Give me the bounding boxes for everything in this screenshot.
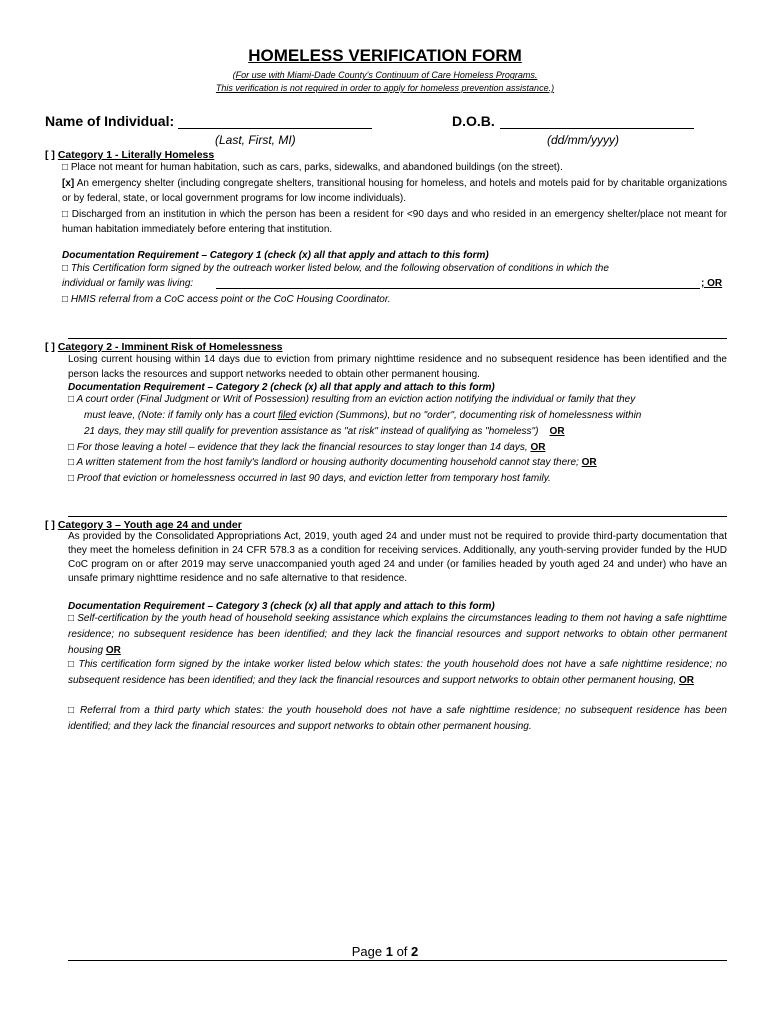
- category-2-heading: Category 2 - Imminent Risk of Homelessness: [57, 341, 283, 353]
- page-number: [0, 944, 770, 959]
- form-title: HOMELESS VERIFICATION FORM: [248, 46, 522, 65]
- living-conditions-field[interactable]: [216, 288, 700, 289]
- form-subtitle-1: (For use with Miami-Dade County's Continuum of Care Homeless Programs.: [232, 70, 538, 80]
- category-2-doc-1-line-3: [84, 424, 727, 439]
- category-1-doc-1[interactable]: □ This Certification form signed by the outreach worker listed below, and the following observation of conditions in which the: [62, 263, 609, 274]
- doc-3-text: □ A written statement from the host family's landlord or housing authority documenting household cannot stay there;: [68, 457, 579, 468]
- category-2-body: Losing current housing within 14 days due to eviction from primary nighttime residence and no subsequent residence has been identified and the person lacks the resources and support networks needed to obtain other permanent housing.: [68, 354, 727, 380]
- doc-2-text: □ For those leaving a hotel – evidence that they lack the financial resources to stay longer than 14 days,: [68, 442, 528, 453]
- category-3-body: As provided by the Consolidated Appropriations Act, 2019, youth aged 24 and under must not be required to provide third-party documentation that they meet the homeless definition in 24 CFR 578.3 as a condition for receiving services. Additionally, any youth-serving provider funded by the HUD CoC program on or after 2019 may serve unaccompanied youth aged 24 and under (or families headed by youth aged 24 and under) who have an unsafe primary nighttime residence and no safe alternative to that residence.: [68, 531, 727, 584]
- doc-1-filed: filed: [277, 410, 297, 421]
- dob-hint: (dd/mm/yyyy): [547, 133, 619, 147]
- cat3-doc-1-text: □ Self-certification by the youth head of household seeking assistance which explains the circumstances leading to them not having a safe nighttime residence; no subsequent residence has been identified; and they lack the financial resources and support networks to obtain other permanent housing: [68, 613, 727, 656]
- name-field[interactable]: [178, 114, 372, 129]
- dob-field[interactable]: [500, 114, 694, 129]
- option-1-checkbox[interactable]: □: [62, 162, 69, 173]
- doc-1-part-d: 21 days, they may still qualify for prevention assistance as "at risk" instead of qualifying as "homeless"): [84, 426, 539, 437]
- category-3-checkbox[interactable]: [ ]: [45, 519, 55, 531]
- category-2-doc-3[interactable]: [68, 455, 727, 470]
- doc-2-or: OR: [530, 442, 546, 453]
- section-divider-2: [68, 516, 727, 517]
- category-3-doc-1[interactable]: [68, 611, 727, 659]
- option-2-text: An emergency shelter (including congregate shelters, transitional housing for homeless, and hotels and motels paid for by charitable organizations or by federal, state, or local government programs for low income individuals).: [62, 178, 728, 204]
- category-2-doc-4[interactable]: □ Proof that eviction or homelessness occurred in last 90 days, and eviction letter from temporary host family.: [68, 473, 551, 484]
- name-label: Name of Individual:: [45, 113, 175, 129]
- category-3-doc-2[interactable]: [68, 657, 727, 689]
- category-1-doc-heading: Documentation Requirement – Category 1 (check (x) all that apply and attach to this form): [62, 250, 489, 261]
- page-current: 1: [385, 944, 393, 959]
- category-1-checkbox[interactable]: [ ]: [45, 149, 55, 161]
- doc-3-or: OR: [581, 457, 597, 468]
- form-subtitle-2: This verification is not required in order to apply for homeless prevention assistance.): [215, 83, 555, 93]
- doc-1-part-b: must leave, (Note: if family only has a court: [84, 410, 276, 421]
- option-3-text: Discharged from an institution in which the person has been a resident for <90 days and who resided in an emergency shelter/place not meant for human habitation immediately before entering that institution.: [62, 209, 727, 235]
- option-3-checkbox[interactable]: □: [62, 209, 69, 220]
- doc-1-or: OR: [549, 426, 565, 437]
- category-2-doc-2[interactable]: [68, 440, 727, 455]
- cat3-doc-1-or: OR: [105, 645, 121, 656]
- category-2-doc-1-line-1: □ A court order (Final Judgment or Writ of Possession) resulting from an eviction action notifying the individual or family that they: [68, 394, 636, 405]
- cat3-doc-2-text: □ This certification form signed by the intake worker listed below which states: the youth household does not have a safe nighttime residence; no subsequent residence has been identified; and they lack the financial resources and support networks to obtain other permanent housing,: [68, 659, 727, 686]
- dob-label: D.O.B.: [452, 113, 495, 129]
- doc-1-part-c: eviction (Summons), but no "order", documenting risk of homelessness within: [299, 410, 642, 421]
- option-1-text: Place not meant for human habitation, such as cars, parks, sidewalks, and abandoned buildings (on the street).: [70, 162, 563, 173]
- category-3-doc-3[interactable]: □ Referral from a third party which states: the youth household does not have a safe nighttime residence; no subsequent residence has been identified; and they lack the financial resources and support networks to obtain other permanent housing.: [68, 705, 727, 732]
- name-hint: (Last, First, MI): [215, 133, 296, 147]
- category-1-option-3: [62, 207, 727, 237]
- category-3-heading: Category 3 – Youth age 24 and under: [57, 519, 242, 531]
- footer-rule: [68, 960, 727, 961]
- page-of: of: [396, 944, 408, 959]
- category-1-doc-2[interactable]: □ HMIS referral from a CoC access point or the CoC Housing Coordinator.: [62, 294, 391, 305]
- page-total: 2: [411, 944, 419, 959]
- category-2-doc-heading: Documentation Requirement – Category 2 (check (x) all that apply and attach to this form): [68, 382, 495, 393]
- category-2-checkbox[interactable]: [ ]: [45, 341, 55, 353]
- option-2-checkbox[interactable]: [x]: [62, 178, 75, 189]
- section-divider-1: [68, 338, 727, 339]
- category-1-option-1: [62, 160, 727, 175]
- category-2-doc-1-line-2: [84, 408, 727, 423]
- category-1-doc-1b: individual or family was living:: [62, 278, 194, 289]
- page-prefix: Page: [351, 944, 383, 959]
- category-1-or: ; OR: [701, 278, 723, 289]
- category-1-option-2: [62, 176, 727, 206]
- cat3-doc-2-or: OR: [678, 675, 694, 686]
- category-1-heading: Category 1 - Literally Homeless: [57, 149, 215, 161]
- category-2-doc-1[interactable]: [68, 392, 727, 407]
- category-3-doc-heading: Documentation Requirement – Category 3 (check (x) all that apply and attach to this form): [68, 601, 495, 612]
